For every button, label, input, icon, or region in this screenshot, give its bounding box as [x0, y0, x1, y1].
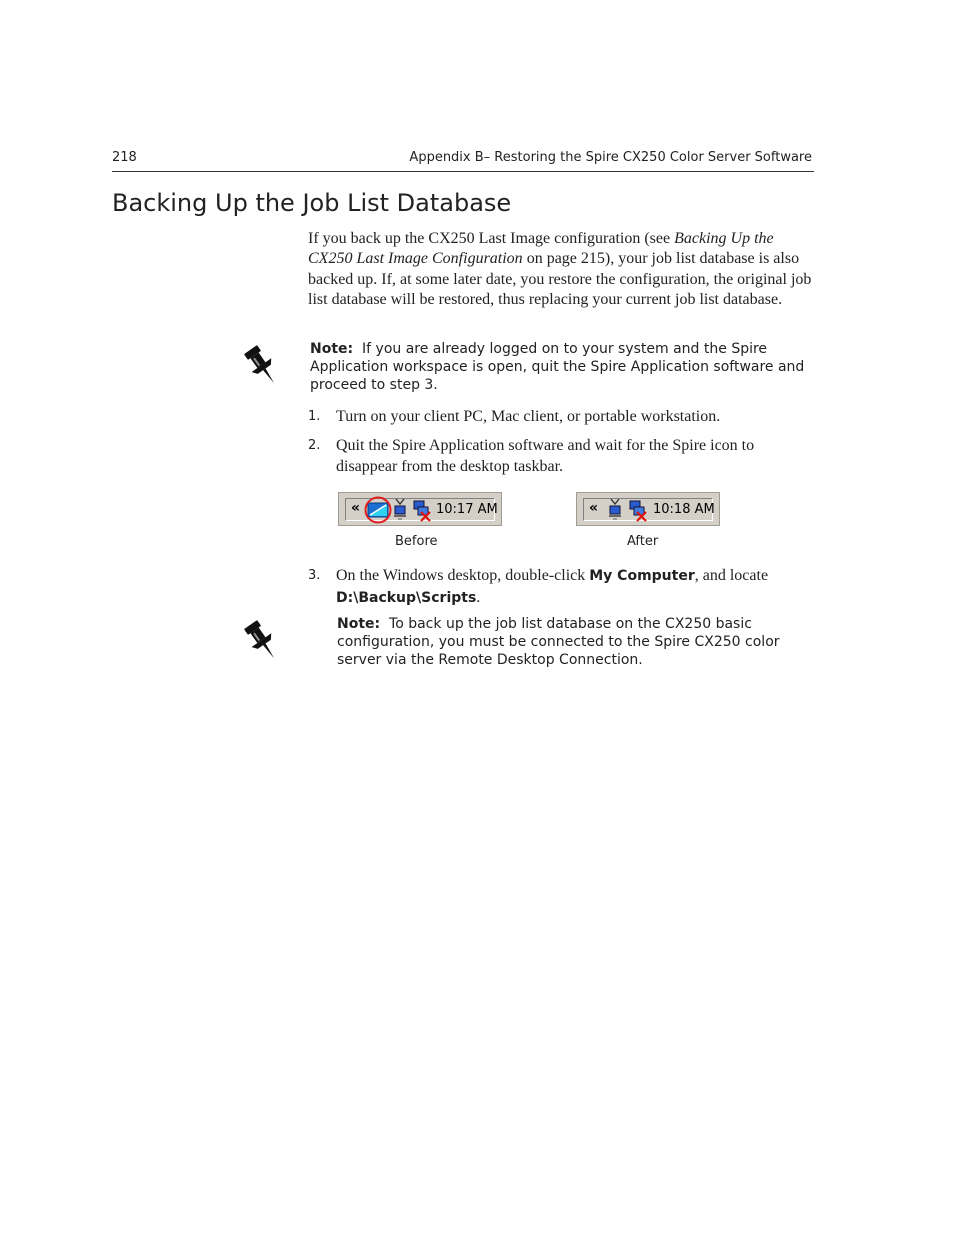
pushpin-note-icon-2	[240, 618, 284, 664]
disconnected-network-icon	[410, 498, 432, 522]
step-3-text-after: .	[476, 589, 481, 606]
note-2	[337, 615, 811, 669]
note-1-label: Note:	[310, 341, 354, 357]
show-hidden-icons-chevron-icon: «	[351, 500, 361, 516]
backup-scripts-path: D:\Backup\Scripts	[336, 590, 477, 606]
taskbar-tray-before	[338, 492, 502, 526]
intro-text-2: on page 215), your job list database is also backed up. If, at some later date, you restore the configuration, the original job list database will be restored, thus replacing your current job list database.	[308, 250, 812, 308]
header-rule	[112, 171, 814, 172]
intro-paragraph	[308, 229, 816, 310]
my-computer-term: My Computer	[589, 568, 695, 584]
step-3-text	[336, 565, 816, 609]
clock-time-after: 10:18 AM	[653, 502, 715, 517]
note-1	[310, 340, 810, 394]
clock-time-before: 10:17 AM	[436, 502, 498, 517]
show-hidden-icons-chevron-icon-after: «	[589, 500, 599, 516]
step-2-text: Quit the Spire Application software and wait for the Spire icon to disappear from the desktop taskbar.	[336, 437, 755, 475]
page-number: 218	[112, 150, 137, 165]
caption-after: After	[627, 534, 659, 549]
note-1-text: If you are already logged on to your system and the Spire Application workspace is open, quit the Spire Application software and proceed to step 3.	[310, 341, 805, 393]
network-connection-icon-after	[607, 498, 623, 522]
cross-reference-link[interactable]: Backing Up the CX250 Last Image Configuration	[308, 230, 774, 268]
step-3-text-middle: , and locate	[694, 567, 769, 584]
step-1-number: 1.	[308, 409, 321, 424]
step-3-text-before: On the Windows desktop, double-click	[336, 567, 590, 584]
section-title: Backing Up the Job List Database	[112, 189, 512, 217]
step-3-number: 3.	[308, 568, 321, 583]
pushpin-note-icon	[240, 343, 284, 389]
network-connection-icon	[392, 498, 408, 522]
intro-text-1: If you back up the CX250 Last Image configuration (see	[308, 230, 675, 247]
note-2-label: Note:	[337, 616, 381, 632]
step-1-text: Turn on your client PC, Mac client, or portable workstation.	[336, 408, 721, 425]
step-2-number: 2.	[308, 438, 321, 453]
taskbar-tray-after	[576, 492, 720, 526]
spire-application-icon	[362, 496, 394, 524]
caption-before: Before	[395, 534, 438, 549]
disconnected-network-icon-after	[626, 498, 648, 522]
running-header: Appendix B– Restoring the Spire CX250 Color Server Software	[409, 150, 812, 165]
note-2-text: To back up the job list database on the CX250 basic configuration, you must be connected to the Spire CX250 color server via the Remote Desktop Connection.	[337, 616, 780, 668]
